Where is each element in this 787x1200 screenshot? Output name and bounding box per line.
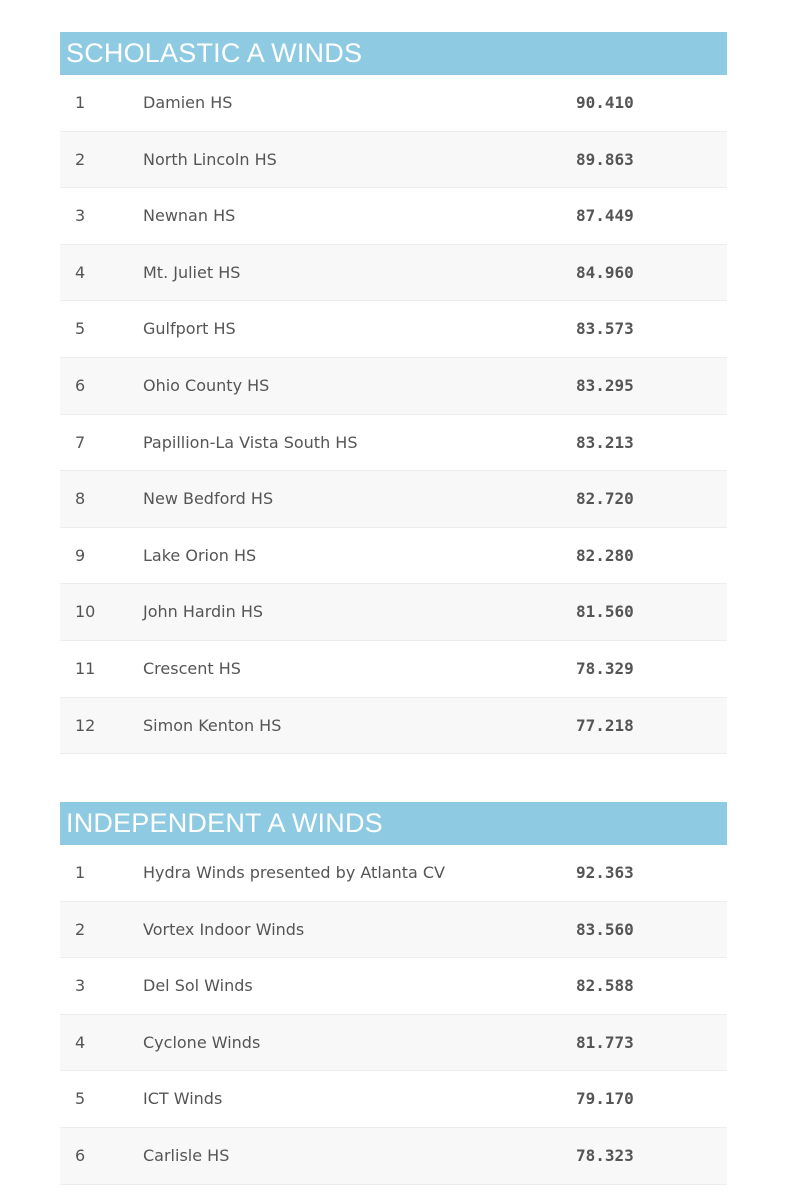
score-cell: 82.588 [576,976,634,996]
table-row [60,245,727,302]
team-name-cell: North Lincoln HS [143,149,277,169]
score-cell: 83.573 [576,319,634,339]
score-cell: 82.720 [576,489,634,509]
table-row [60,132,727,189]
table-row [60,584,727,641]
table-row [60,528,727,585]
team-name-cell: Gulfport HS [143,319,236,339]
team-name-cell: New Bedford HS [143,489,274,509]
score-cell: 83.295 [576,375,634,395]
score-cell: 78.329 [576,658,634,678]
rank-cell: 11 [75,658,96,678]
rank-cell: 5 [75,1089,86,1109]
team-name-cell: Damien HS [143,93,233,112]
rank-cell: 4 [75,262,86,282]
score-cell: 83.560 [576,919,634,939]
rank-cell: 3 [75,206,86,226]
section-header: INDEPENDENT A WINDS [60,802,727,845]
section-header: SCHOLASTIC A WINDS [60,32,727,75]
rank-cell: 3 [75,976,86,996]
score-cell: 79.170 [576,1089,634,1109]
score-cell: 81.560 [576,602,634,622]
team-name-cell: Crescent HS [143,658,241,678]
score-cell: 82.280 [576,545,634,565]
team-name-cell: Mt. Juliet HS [143,262,241,282]
rank-cell: 6 [75,375,86,395]
table-row [60,301,727,358]
scholastic-a-winds-section [60,32,727,754]
score-cell: 78.323 [576,1145,634,1165]
score-cell: 89.863 [576,149,634,169]
rank-cell: 8 [75,489,86,509]
table-row [60,471,727,528]
score-cell: 81.773 [576,1032,634,1052]
score-cell: 92.363 [576,863,634,882]
team-name-cell: Ohio County HS [143,375,270,395]
team-name-cell: John Hardin HS [143,602,264,622]
team-name-cell: Simon Kenton HS [143,715,282,735]
table-row [60,358,727,415]
rank-cell: 6 [75,1145,86,1165]
results-table [60,75,727,754]
table-row [60,958,727,1015]
score-cell: 84.960 [576,262,634,282]
rank-cell: 12 [75,715,96,735]
independent-a-winds-section [60,802,727,1185]
table-row [60,1015,727,1072]
rank-cell: 1 [75,93,86,112]
rank-cell: 2 [75,149,86,169]
table-row [60,188,727,245]
rank-cell: 10 [75,602,96,622]
table-row [60,1071,727,1128]
table-row [60,415,727,472]
score-cell: 83.213 [576,432,634,452]
team-name-cell: Hydra Winds presented by Atlanta CV [143,863,445,882]
rank-cell: 7 [75,432,86,452]
team-name-cell: Cyclone Winds [143,1032,261,1052]
score-cell: 77.218 [576,715,634,735]
team-name-cell: Newnan HS [143,206,236,226]
team-name-cell: Del Sol Winds [143,976,253,996]
table-row [60,698,727,755]
team-name-cell: Carlisle HS [143,1145,230,1165]
team-name-cell: Vortex Indoor Winds [143,919,305,939]
table-row [60,1128,727,1185]
team-name-cell: Lake Orion HS [143,545,257,565]
rank-cell: 4 [75,1032,86,1052]
table-row [60,845,727,902]
table-row [60,75,727,132]
rank-cell: 9 [75,545,86,565]
results-table [60,845,727,1185]
score-cell: 90.410 [576,93,634,112]
score-cell: 87.449 [576,206,634,226]
table-row [60,902,727,959]
table-row [60,641,727,698]
team-name-cell: Papillion-La Vista South HS [143,432,358,452]
team-name-cell: ICT Winds [143,1089,223,1109]
rank-cell: 1 [75,863,86,882]
rank-cell: 5 [75,319,86,339]
rank-cell: 2 [75,919,86,939]
